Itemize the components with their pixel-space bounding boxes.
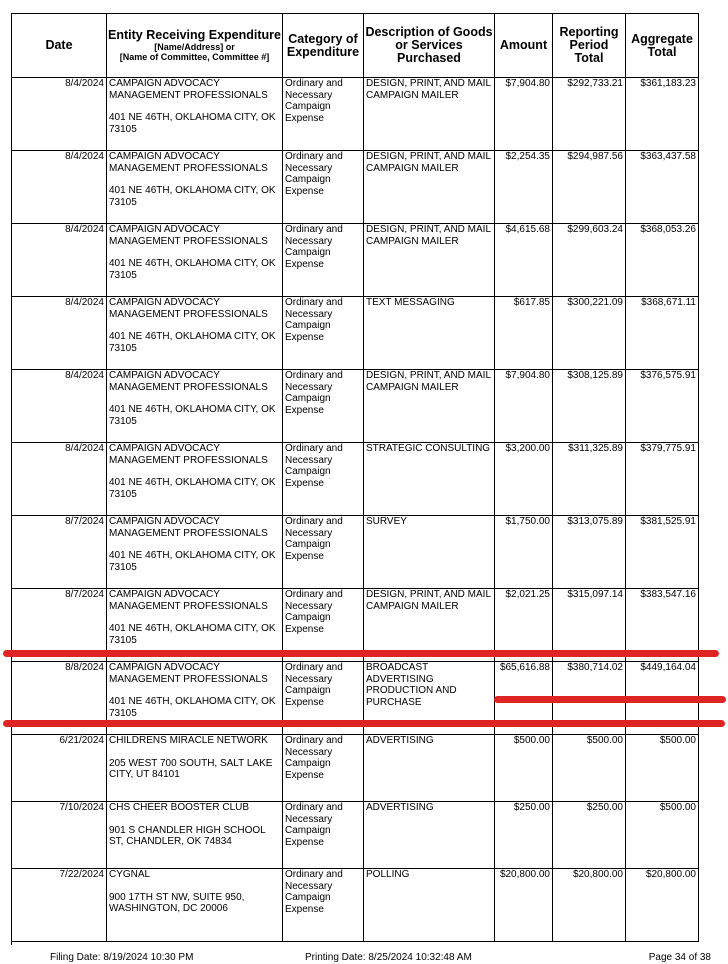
table-row bbox=[12, 297, 699, 370]
row-amount: $617.85 bbox=[495, 297, 553, 370]
row-date: 6/21/2024 bbox=[12, 735, 107, 802]
entity-address: 401 NE 46TH, OKLAHOMA CITY, OK 73105 bbox=[109, 477, 276, 500]
row-date: 8/4/2024 bbox=[12, 151, 107, 224]
entity-name: CAMPAIGN ADVOCACY MANAGEMENT PROFESSIONALS bbox=[109, 589, 268, 612]
entity-header-sub-1: [Name/Address] or bbox=[154, 42, 235, 52]
highlight-line-amount bbox=[494, 696, 726, 703]
row-category: Ordinary and Necessary Campaign Expense bbox=[283, 151, 364, 224]
row-date: 8/7/2024 bbox=[12, 516, 107, 589]
entity-address: 401 NE 46TH, OKLAHOMA CITY, OK 73105 bbox=[109, 112, 276, 135]
entity-address: 401 NE 46TH, OKLAHOMA CITY, OK 73105 bbox=[109, 404, 276, 427]
row-amount: $2,254.35 bbox=[495, 151, 553, 224]
highlight-line-bottom bbox=[3, 720, 725, 727]
row-category: Ordinary and Necessary Campaign Expense bbox=[283, 370, 364, 443]
row-amount: $7,904.80 bbox=[495, 370, 553, 443]
entity-name: CHS CHEER BOOSTER CLUB bbox=[109, 802, 250, 813]
row-period-total: $308,125.89 bbox=[553, 370, 626, 443]
row-aggregate: $500.00 bbox=[626, 802, 699, 869]
row-date: 8/4/2024 bbox=[12, 443, 107, 516]
entity-address: 401 NE 46TH, OKLAHOMA CITY, OK 73105 bbox=[109, 331, 276, 354]
entity-address: 401 NE 46TH, OKLAHOMA CITY, OK 73105 bbox=[109, 696, 276, 719]
row-aggregate: $500.00 bbox=[626, 735, 699, 802]
row-period-total: $250.00 bbox=[553, 802, 626, 869]
row-category: Ordinary and Necessary Campaign Expense bbox=[283, 802, 364, 869]
row-aggregate: $363,437.58 bbox=[626, 151, 699, 224]
row-amount: $3,200.00 bbox=[495, 443, 553, 516]
row-category: Ordinary and Necessary Campaign Expense bbox=[283, 589, 364, 662]
row-description: DESIGN, PRINT, AND MAIL CAMPAIGN MAILER bbox=[364, 78, 495, 151]
highlight-line-top bbox=[3, 650, 719, 657]
entity-name: CAMPAIGN ADVOCACY MANAGEMENT PROFESSIONALS bbox=[109, 297, 268, 320]
row-entity bbox=[107, 735, 283, 802]
row-entity bbox=[107, 802, 283, 869]
row-entity bbox=[107, 78, 283, 151]
amount-header: Amount bbox=[495, 14, 553, 78]
table-continuation-rule bbox=[11, 935, 12, 945]
row-category: Ordinary and Necessary Campaign Expense bbox=[283, 735, 364, 802]
entity-name: CAMPAIGN ADVOCACY MANAGEMENT PROFESSIONALS bbox=[109, 151, 268, 174]
row-description: DESIGN, PRINT, AND MAIL CAMPAIGN MAILER bbox=[364, 370, 495, 443]
row-entity bbox=[107, 443, 283, 516]
header-row bbox=[12, 14, 699, 78]
entity-name: CAMPAIGN ADVOCACY MANAGEMENT PROFESSIONALS bbox=[109, 516, 268, 539]
row-description: DESIGN, PRINT, AND MAIL CAMPAIGN MAILER bbox=[364, 151, 495, 224]
row-amount: $250.00 bbox=[495, 802, 553, 869]
entity-address: 401 NE 46TH, OKLAHOMA CITY, OK 73105 bbox=[109, 258, 276, 281]
row-amount: $20,800.00 bbox=[495, 869, 553, 942]
entity-address: 401 NE 46TH, OKLAHOMA CITY, OK 73105 bbox=[109, 623, 276, 646]
row-period-total: $500.00 bbox=[553, 735, 626, 802]
page-number: Page 34 of 38 bbox=[648, 952, 711, 963]
row-description: DESIGN, PRINT, AND MAIL CAMPAIGN MAILER bbox=[364, 589, 495, 662]
row-entity bbox=[107, 151, 283, 224]
row-period-total: $292,733.21 bbox=[553, 78, 626, 151]
row-description: POLLING bbox=[364, 869, 495, 942]
entity-address: 401 NE 46TH, OKLAHOMA CITY, OK 73105 bbox=[109, 185, 276, 208]
entity-name: CAMPAIGN ADVOCACY MANAGEMENT PROFESSIONALS bbox=[109, 662, 268, 685]
row-category: Ordinary and Necessary Campaign Expense bbox=[283, 516, 364, 589]
row-aggregate: $376,575.91 bbox=[626, 370, 699, 443]
row-category: Ordinary and Necessary Campaign Expense bbox=[283, 662, 364, 735]
row-date: 7/10/2024 bbox=[12, 802, 107, 869]
row-date: 7/22/2024 bbox=[12, 869, 107, 942]
row-period-total: $299,603.24 bbox=[553, 224, 626, 297]
row-category: Ordinary and Necessary Campaign Expense bbox=[283, 443, 364, 516]
aggregate-header: Aggregate Total bbox=[626, 14, 699, 78]
row-entity bbox=[107, 869, 283, 942]
row-aggregate: $383,547.16 bbox=[626, 589, 699, 662]
row-aggregate: $368,671.11 bbox=[626, 297, 699, 370]
entity-header-sub-2: [Name of Committee, Committee #] bbox=[119, 52, 270, 62]
description-header: Description of Goods or Services Purchased bbox=[364, 14, 495, 78]
entity-name: CYGNAL bbox=[109, 869, 151, 880]
row-description: ADVERTISING bbox=[364, 802, 495, 869]
row-entity bbox=[107, 370, 283, 443]
row-period-total: $311,325.89 bbox=[553, 443, 626, 516]
row-date: 8/4/2024 bbox=[12, 297, 107, 370]
row-category: Ordinary and Necessary Campaign Expense bbox=[283, 78, 364, 151]
table-row bbox=[12, 224, 699, 297]
expenditure-table bbox=[11, 13, 699, 942]
entity-header-title: Entity Receiving Expenditure bbox=[108, 28, 281, 42]
entity-address: 205 WEST 700 SOUTH, SALT LAKE CITY, UT 84101 bbox=[109, 757, 273, 780]
table-row bbox=[12, 443, 699, 516]
row-description: BROADCAST ADVERTISING PRODUCTION AND PURCHASE bbox=[364, 662, 495, 735]
table-row bbox=[12, 802, 699, 869]
row-amount: $1,750.00 bbox=[495, 516, 553, 589]
entity-name: CAMPAIGN ADVOCACY MANAGEMENT PROFESSIONALS bbox=[109, 370, 268, 393]
entity-address: 900 17TH ST NW, SUITE 950, WASHINGTON, DC 20006 bbox=[109, 891, 245, 914]
row-description: STRATEGIC CONSULTING bbox=[364, 443, 495, 516]
row-aggregate: $368,053.26 bbox=[626, 224, 699, 297]
row-period-total: $315,097.14 bbox=[553, 589, 626, 662]
row-date: 8/4/2024 bbox=[12, 370, 107, 443]
printing-date: Printing Date: 8/25/2024 10:32:48 AM bbox=[305, 952, 472, 963]
row-entity bbox=[107, 224, 283, 297]
period-total-header: Reporting Period Total bbox=[553, 14, 626, 78]
row-date: 8/4/2024 bbox=[12, 78, 107, 151]
row-aggregate: $20,800.00 bbox=[626, 869, 699, 942]
entity-address: 401 NE 46TH, OKLAHOMA CITY, OK 73105 bbox=[109, 550, 276, 573]
table-row bbox=[12, 869, 699, 942]
row-description: SURVEY bbox=[364, 516, 495, 589]
entity-name: CAMPAIGN ADVOCACY MANAGEMENT PROFESSIONALS bbox=[109, 224, 268, 247]
table-row bbox=[12, 370, 699, 443]
row-aggregate: $379,775.91 bbox=[626, 443, 699, 516]
entity-name: CAMPAIGN ADVOCACY MANAGEMENT PROFESSIONALS bbox=[109, 443, 268, 466]
date-header: Date bbox=[12, 14, 107, 78]
row-period-total: $313,075.89 bbox=[553, 516, 626, 589]
filing-date: Filing Date: 8/19/2024 10:30 PM bbox=[50, 952, 194, 963]
table-row bbox=[12, 78, 699, 151]
row-category: Ordinary and Necessary Campaign Expense bbox=[283, 297, 364, 370]
entity-header bbox=[107, 14, 283, 78]
row-date: 8/8/2024 bbox=[12, 662, 107, 735]
row-period-total: $294,987.56 bbox=[553, 151, 626, 224]
row-entity bbox=[107, 516, 283, 589]
row-period-total: $300,221.09 bbox=[553, 297, 626, 370]
row-aggregate: $381,525.91 bbox=[626, 516, 699, 589]
entity-address: 901 S CHANDLER HIGH SCHOOL ST, CHANDLER, OK 74834 bbox=[109, 824, 266, 847]
row-period-total: $20,800.00 bbox=[553, 869, 626, 942]
row-category: Ordinary and Necessary Campaign Expense bbox=[283, 224, 364, 297]
row-aggregate: $361,183.23 bbox=[626, 78, 699, 151]
table-row bbox=[12, 735, 699, 802]
row-entity bbox=[107, 297, 283, 370]
entity-name: CHILDRENS MIRACLE NETWORK bbox=[109, 735, 268, 746]
entity-name: CAMPAIGN ADVOCACY MANAGEMENT PROFESSIONALS bbox=[109, 78, 268, 101]
row-description: DESIGN, PRINT, AND MAIL CAMPAIGN MAILER bbox=[364, 224, 495, 297]
row-category: Ordinary and Necessary Campaign Expense bbox=[283, 869, 364, 942]
row-description: TEXT MESSAGING bbox=[364, 297, 495, 370]
row-amount: $500.00 bbox=[495, 735, 553, 802]
row-amount: $4,615.68 bbox=[495, 224, 553, 297]
row-amount: $65,616.88 bbox=[495, 662, 553, 735]
table-row bbox=[12, 151, 699, 224]
row-period-total: $380,714.02 bbox=[553, 662, 626, 735]
category-header: Category of Expenditure bbox=[283, 14, 364, 78]
row-date: 8/4/2024 bbox=[12, 224, 107, 297]
row-aggregate: $449,164.04 bbox=[626, 662, 699, 735]
row-amount: $7,904.80 bbox=[495, 78, 553, 151]
row-date: 8/7/2024 bbox=[12, 589, 107, 662]
table-row bbox=[12, 516, 699, 589]
row-amount: $2,021.25 bbox=[495, 589, 553, 662]
row-description: ADVERTISING bbox=[364, 735, 495, 802]
